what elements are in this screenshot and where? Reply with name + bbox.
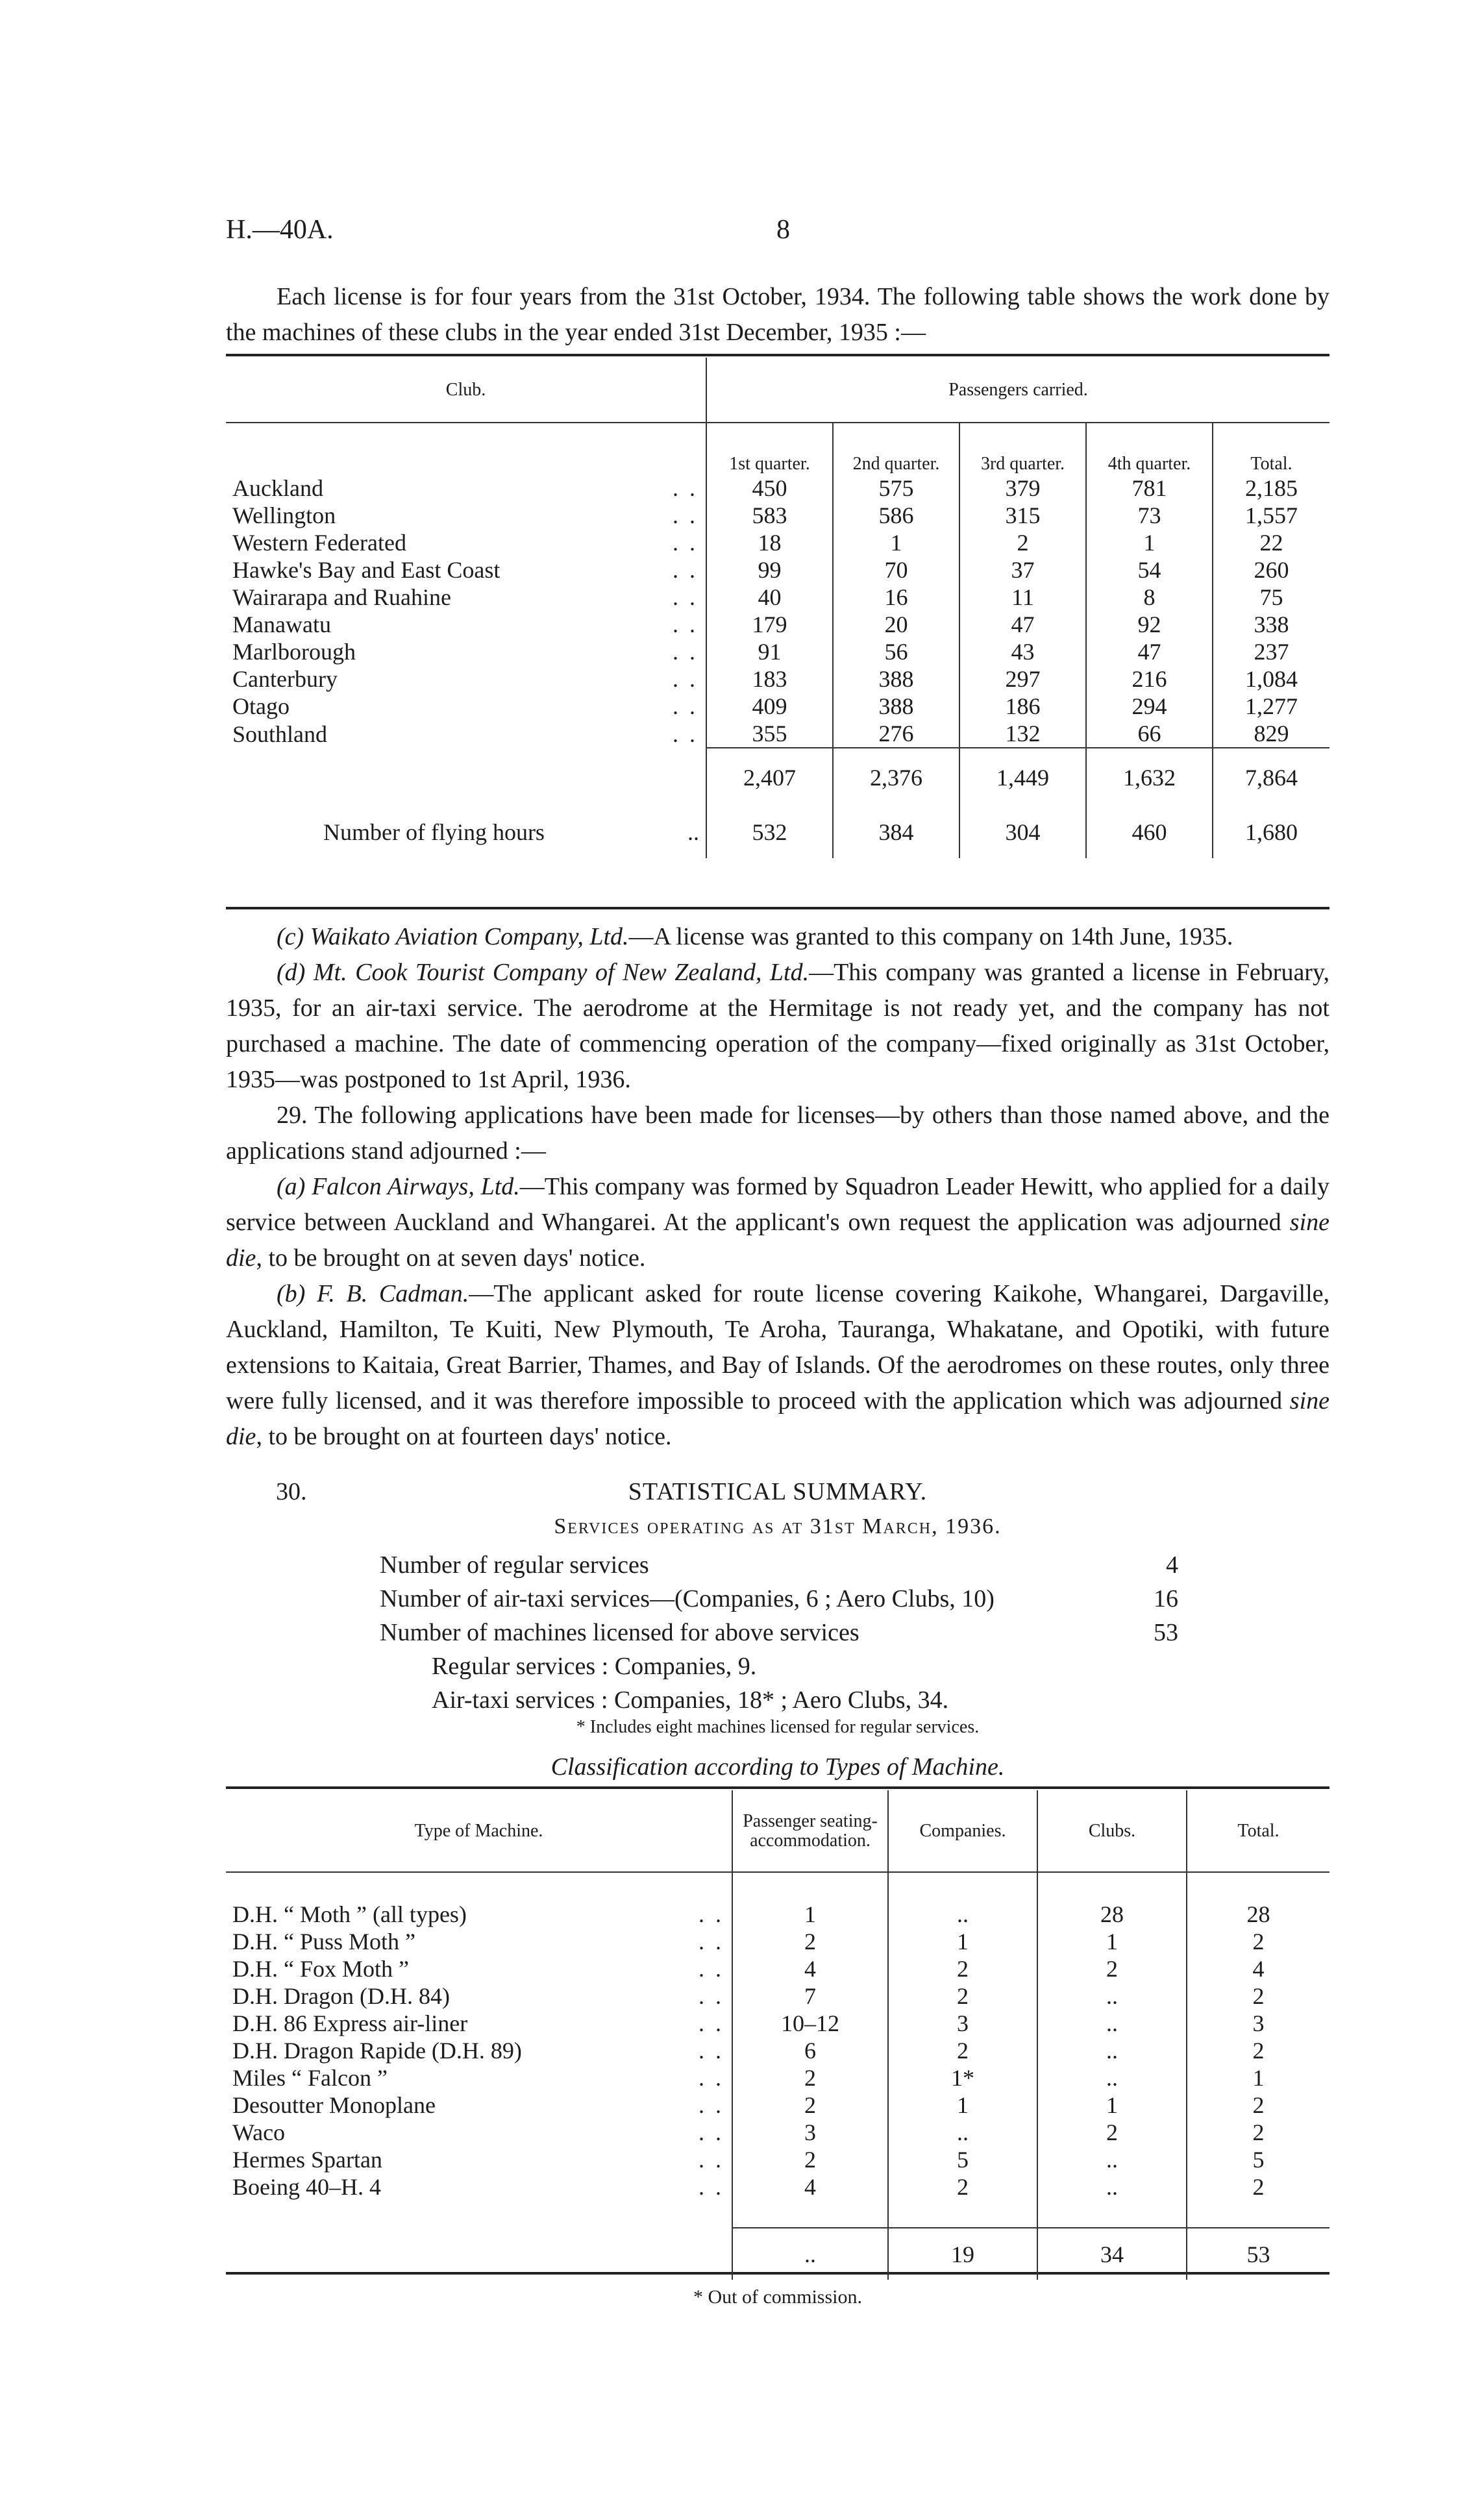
quarter-value: 16 (833, 584, 959, 611)
companies-value: 3 (888, 2010, 1037, 2037)
t2-total-companies: 19 (888, 2228, 1037, 2280)
machine-type: D.H. Dragon (D.H. 84) . . (232, 1983, 724, 2009)
machine-type-text: D.H. “ Fox Moth ” (232, 1956, 409, 1982)
quarter-value: 20 (833, 611, 959, 638)
clubs-value: .. (1037, 2173, 1187, 2201)
clubs-value: .. (1037, 2037, 1187, 2064)
quarter-value: 315 (959, 502, 1086, 529)
companies-value: 2 (888, 2037, 1037, 2064)
total-value: 260 (1213, 556, 1329, 584)
machine-type-text: Boeing 40–H. 4 (232, 2174, 381, 2200)
table-row (226, 2064, 1329, 2092)
q4-header: 4th quarter. (1086, 423, 1213, 475)
hours-total: 1,680 (1213, 806, 1329, 858)
total-q4: 1,632 (1086, 748, 1213, 806)
clubs-value: 28 (1037, 1901, 1187, 1928)
quarter-value: 388 (833, 665, 959, 693)
club-name-text: Manawatu (232, 611, 331, 637)
club-name-text: Southland (232, 721, 328, 747)
quarter-value: 11 (959, 584, 1086, 611)
club-name-text: Hawke's Bay and East Coast (232, 557, 501, 583)
machine-types-table (226, 1790, 1329, 2280)
machine-type-text: D.H. “ Moth ” (all types) (232, 1901, 467, 1927)
clubs-passengers-table (226, 358, 1329, 858)
table-row (226, 1901, 1329, 1928)
seat-value: 10–12 (732, 2010, 888, 2037)
total-q3: 1,449 (959, 748, 1086, 806)
total-value: 2 (1187, 2092, 1329, 2119)
companies-value: .. (888, 2119, 1037, 2146)
summary-line-regular: Number of regular services 4 (380, 1551, 1178, 1579)
table-row (226, 693, 1329, 720)
quarter-value: 388 (833, 693, 959, 720)
machine-type: Miles “ Falcon ” . . (232, 2065, 724, 2091)
table-row (226, 2173, 1329, 2201)
page-number: 8 (776, 215, 790, 245)
club-name-text: Otago (232, 693, 290, 719)
total-value: 1,084 (1213, 665, 1329, 693)
quarter-value: 294 (1086, 693, 1213, 720)
total-value: 22 (1213, 529, 1329, 556)
total-header: Total. (1213, 423, 1329, 475)
total-value: 2 (1187, 2037, 1329, 2064)
total-value: 3 (1187, 2010, 1329, 2037)
summary-regular-services: Regular services : Companies, 9. (432, 1653, 757, 1680)
seat-value: 1 (732, 1901, 888, 1928)
quarter-value: 586 (833, 502, 959, 529)
quarter-value: 186 (959, 693, 1086, 720)
companies-value: .. (888, 1901, 1037, 1928)
summary-line-machines: Number of machines licensed for above services 53 (380, 1619, 1178, 1646)
machine-type: D.H. “ Fox Moth ” . . (232, 1956, 724, 1982)
club-name: Marlborough . . (232, 639, 698, 665)
col-seat-header: Passenger seating-accommodation. (732, 1790, 888, 1872)
t2-total-seat: .. (732, 2228, 888, 2280)
machine-type: Desoutter Monoplane . . (232, 2092, 724, 2118)
table-row (226, 720, 1329, 748)
col-total-header: Total. (1187, 1790, 1329, 1872)
clubs-value: 1 (1037, 1928, 1187, 1955)
col-clubs-header: Clubs. (1037, 1790, 1187, 1872)
total-value: 2 (1187, 2173, 1329, 2201)
quarter-value: 1 (833, 529, 959, 556)
club-name: Western Federated . . (232, 530, 698, 556)
table-row (226, 529, 1329, 556)
quarter-value: 66 (1086, 720, 1213, 748)
table-row (226, 2146, 1329, 2173)
table-row (226, 2119, 1329, 2146)
quarter-value: 92 (1086, 611, 1213, 638)
quarter-value: 583 (706, 502, 833, 529)
t2-total-all: 53 (1187, 2228, 1329, 2280)
col-type-header: Type of Machine. (226, 1790, 732, 1872)
total-value: 829 (1213, 720, 1329, 748)
machine-type-text: D.H. “ Puss Moth ” (232, 1929, 416, 1955)
body-paragraphs (226, 888, 1329, 1455)
paragraph-d: (d) Mt. Cook Tourist Company of New Zealand, Ltd.—This company was granted a license in February, 1935, for an air-taxi service. The aerodrome at the Hermitage is not ready yet, and the company has not purchased a machine. The date of commencing operation of the company—fixed originally as 31st October, 1935—was postponed to 1st April, 1936. (226, 959, 1329, 1093)
table1-top-rule (226, 354, 1329, 356)
t2-total-clubs: 34 (1037, 2228, 1187, 2280)
table2-caption: Classification according to Types of Machine. (550, 1753, 1005, 1781)
machine-type-text: D.H. Dragon (D.H. 84) (232, 1983, 450, 2009)
total-value: 5 (1187, 2146, 1329, 2173)
quarter-value: 450 (706, 475, 833, 502)
quarter-value: 409 (706, 693, 833, 720)
quarter-value: 379 (959, 475, 1086, 502)
club-name-text: Western Federated (232, 530, 406, 556)
companies-value: 1 (888, 2092, 1037, 2119)
quarter-value: 781 (1086, 475, 1213, 502)
club-name-text: Auckland (232, 475, 323, 501)
machine-type: Hermes Spartan . . (232, 2147, 724, 2173)
total-value: 1,277 (1213, 693, 1329, 720)
total-q1: 2,407 (706, 748, 833, 806)
total-value: 1,557 (1213, 502, 1329, 529)
summary-airtaxi-services: Air-taxi services : Companies, 18* ; Aero Clubs, 34. (432, 1686, 949, 1714)
total-q2: 2,376 (833, 748, 959, 806)
hours-q3: 304 (959, 806, 1086, 858)
quarter-value: 56 (833, 638, 959, 665)
total-value: 75 (1213, 584, 1329, 611)
total-value: 1 (1187, 2064, 1329, 2092)
total-value: 2 (1187, 1982, 1329, 2010)
companies-value: 2 (888, 1955, 1037, 1982)
total-value: 28 (1187, 1901, 1329, 1928)
machine-type-text: Desoutter Monoplane (232, 2092, 436, 2118)
col-passengers-header: Passengers carried. (706, 358, 1329, 423)
seat-value: 6 (732, 2037, 888, 2064)
club-name: Wairarapa and Ruahine . . (232, 584, 698, 610)
page-header (226, 214, 1329, 253)
table2-top-rule (226, 1786, 1329, 1789)
summary-title: STATISTICAL SUMMARY. (628, 1478, 928, 1505)
quarter-value: 297 (959, 665, 1086, 693)
quarter-value: 70 (833, 556, 959, 584)
table-row (226, 475, 1329, 502)
quarter-value: 40 (706, 584, 833, 611)
club-name: Southland . . (232, 721, 698, 747)
summary-line-airtaxi: Number of air-taxi services—(Companies, 6 ; Aero Clubs, 10) 16 (380, 1585, 1178, 1612)
summary-subtitle: Services operating as at 31st March, 1936. (554, 1514, 1002, 1538)
total-value: 4 (1187, 1955, 1329, 1982)
companies-value: 2 (888, 1982, 1037, 2010)
seat-value: 4 (732, 2173, 888, 2201)
quarter-value: 2 (959, 529, 1086, 556)
total-value: 237 (1213, 638, 1329, 665)
table-row (226, 1928, 1329, 1955)
quarter-value: 183 (706, 665, 833, 693)
table-row (226, 638, 1329, 665)
table-row (226, 556, 1329, 584)
quarter-value: 91 (706, 638, 833, 665)
quarter-value: 8 (1086, 584, 1213, 611)
quarter-value: 355 (706, 720, 833, 748)
clubs-value: .. (1037, 2064, 1187, 2092)
quarter-value: 54 (1086, 556, 1213, 584)
companies-value: 1* (888, 2064, 1037, 2092)
machine-type-text: Miles “ Falcon ” (232, 2065, 388, 2091)
paragraph-b: (b) F. B. Cadman.—The applicant asked for route license covering Kaikohe, Whangarei, Dargaville, Auckland, Hamilton, Te Kuiti, New Plymouth, Te Aroha, Tauranga, Whakatane, and Opotiki, with future extensions to Kaitaia, Great Barrier, Thames, and Bay of Islands. Of the aerodromes on these routes, only three were fully licensed, and it was therefore impossible to proceed with the application which was adjourned sine die, to be brought on at fourteen days' notice. (226, 1280, 1329, 1450)
total-value: 338 (1213, 611, 1329, 638)
table-row (226, 665, 1329, 693)
table-row (226, 1955, 1329, 1982)
machine-type: Boeing 40–H. 4 . . (232, 2174, 724, 2200)
intro-paragraph: Each license is for four years from the 31st October, 1934. The following table shows the work done by the machines of these clubs in the year ended 31st December, 1935 :— (226, 283, 1329, 346)
clubs-value: 2 (1037, 2119, 1187, 2146)
paragraph-c: (c) Waikato Aviation Company, Ltd.—A license was granted to this company on 14th June, 1935. (277, 923, 1233, 950)
table1-body (226, 475, 1329, 748)
table-row (226, 2037, 1329, 2064)
clubs-value: 2 (1037, 1955, 1187, 1982)
table2-footnote: * Out of commission. (693, 2286, 862, 2308)
quarter-value: 575 (833, 475, 959, 502)
paragraph-a: (a) Falcon Airways, Ltd.—This company was formed by Squadron Leader Hewitt, who applied for a daily service between Auckland and Whangarei. At the applicant's own request the application was adjourned sine die, to be brought on at seven days' notice. (226, 1173, 1330, 1272)
club-name-text: Wairarapa and Ruahine (232, 584, 451, 610)
companies-value: 5 (888, 2146, 1037, 2173)
machine-type: D.H. 86 Express air-liner . . (232, 2010, 724, 2036)
quarter-value: 179 (706, 611, 833, 638)
table-row (226, 2010, 1329, 2037)
club-name-text: Wellington (232, 502, 336, 528)
quarter-value: 216 (1086, 665, 1213, 693)
machine-type-text: D.H. 86 Express air-liner (232, 2010, 468, 2036)
total-value: 2,185 (1213, 475, 1329, 502)
quarter-value: 99 (706, 556, 833, 584)
clubs-value: .. (1037, 2146, 1187, 2173)
clubs-value: .. (1037, 1982, 1187, 2010)
document-code: H.—40A. (226, 215, 334, 245)
summary-footnote: * Includes eight machines licensed for regular services. (576, 1717, 980, 1737)
machine-type: D.H. Dragon Rapide (D.H. 89) . . (232, 2038, 724, 2064)
q1-header: 1st quarter. (706, 423, 833, 475)
table-row (226, 1982, 1329, 2010)
quarter-value: 1 (1086, 529, 1213, 556)
companies-value: 1 (888, 1928, 1037, 1955)
seat-value: 2 (732, 2064, 888, 2092)
quarter-value: 43 (959, 638, 1086, 665)
hours-q4: 460 (1086, 806, 1213, 858)
seat-value: 2 (732, 1928, 888, 1955)
table-row (226, 2092, 1329, 2119)
club-name-text: Canterbury (232, 666, 338, 692)
club-name: Wellington . . (232, 502, 698, 528)
machine-type: D.H. “ Puss Moth ” . . (232, 1929, 724, 1955)
quarter-value: 47 (959, 611, 1086, 638)
seat-value: 4 (732, 1955, 888, 1982)
machine-type-text: Waco (232, 2119, 286, 2145)
machine-type: D.H. “ Moth ” (all types) . . (232, 1901, 724, 1927)
club-name: Hawke's Bay and East Coast . . (232, 557, 698, 583)
table-row (226, 584, 1329, 611)
hours-q1: 532 (706, 806, 833, 858)
clubs-value: 1 (1037, 2092, 1187, 2119)
col-club-header: Club. (226, 358, 706, 423)
companies-value: 2 (888, 2173, 1037, 2201)
club-name: Manawatu . . (232, 611, 698, 637)
total-value: 2 (1187, 2119, 1329, 2146)
q3-header: 3rd quarter. (959, 423, 1086, 475)
col-companies-header: Companies. (888, 1790, 1037, 1872)
total-value: 2 (1187, 1928, 1329, 1955)
machine-type-text: D.H. Dragon Rapide (D.H. 89) (232, 2038, 522, 2064)
seat-value: 7 (732, 1982, 888, 2010)
clubs-value: .. (1037, 2010, 1187, 2037)
summary-lines (380, 1548, 1178, 1717)
club-name: Auckland . . (232, 475, 698, 501)
club-name: Otago . . (232, 693, 698, 719)
q2-header: 2nd quarter. (833, 423, 959, 475)
paragraph-29: 29. The following applications have been made for licenses—by others than those named above, and the applications stand adjourned :— (226, 1102, 1329, 1165)
club-name: Canterbury . . (232, 666, 698, 692)
quarter-value: 276 (833, 720, 959, 748)
quarter-value: 73 (1086, 502, 1213, 529)
machine-type-text: Hermes Spartan (232, 2147, 382, 2173)
club-name-text: Marlborough (232, 639, 356, 665)
flying-hours-label: Number of flying hours .. (323, 819, 699, 845)
summary-number: 30. (276, 1478, 307, 1505)
seat-value: 2 (732, 2146, 888, 2173)
quarter-value: 132 (959, 720, 1086, 748)
quarter-value: 37 (959, 556, 1086, 584)
quarter-value: 18 (706, 529, 833, 556)
quarter-value: 47 (1086, 638, 1213, 665)
machine-type: Waco . . (232, 2119, 724, 2145)
table-row (226, 502, 1329, 529)
seat-value: 3 (732, 2119, 888, 2146)
table-row (226, 611, 1329, 638)
seat-value: 2 (732, 2092, 888, 2119)
total-all: 7,864 (1213, 748, 1329, 806)
hours-q2: 384 (833, 806, 959, 858)
